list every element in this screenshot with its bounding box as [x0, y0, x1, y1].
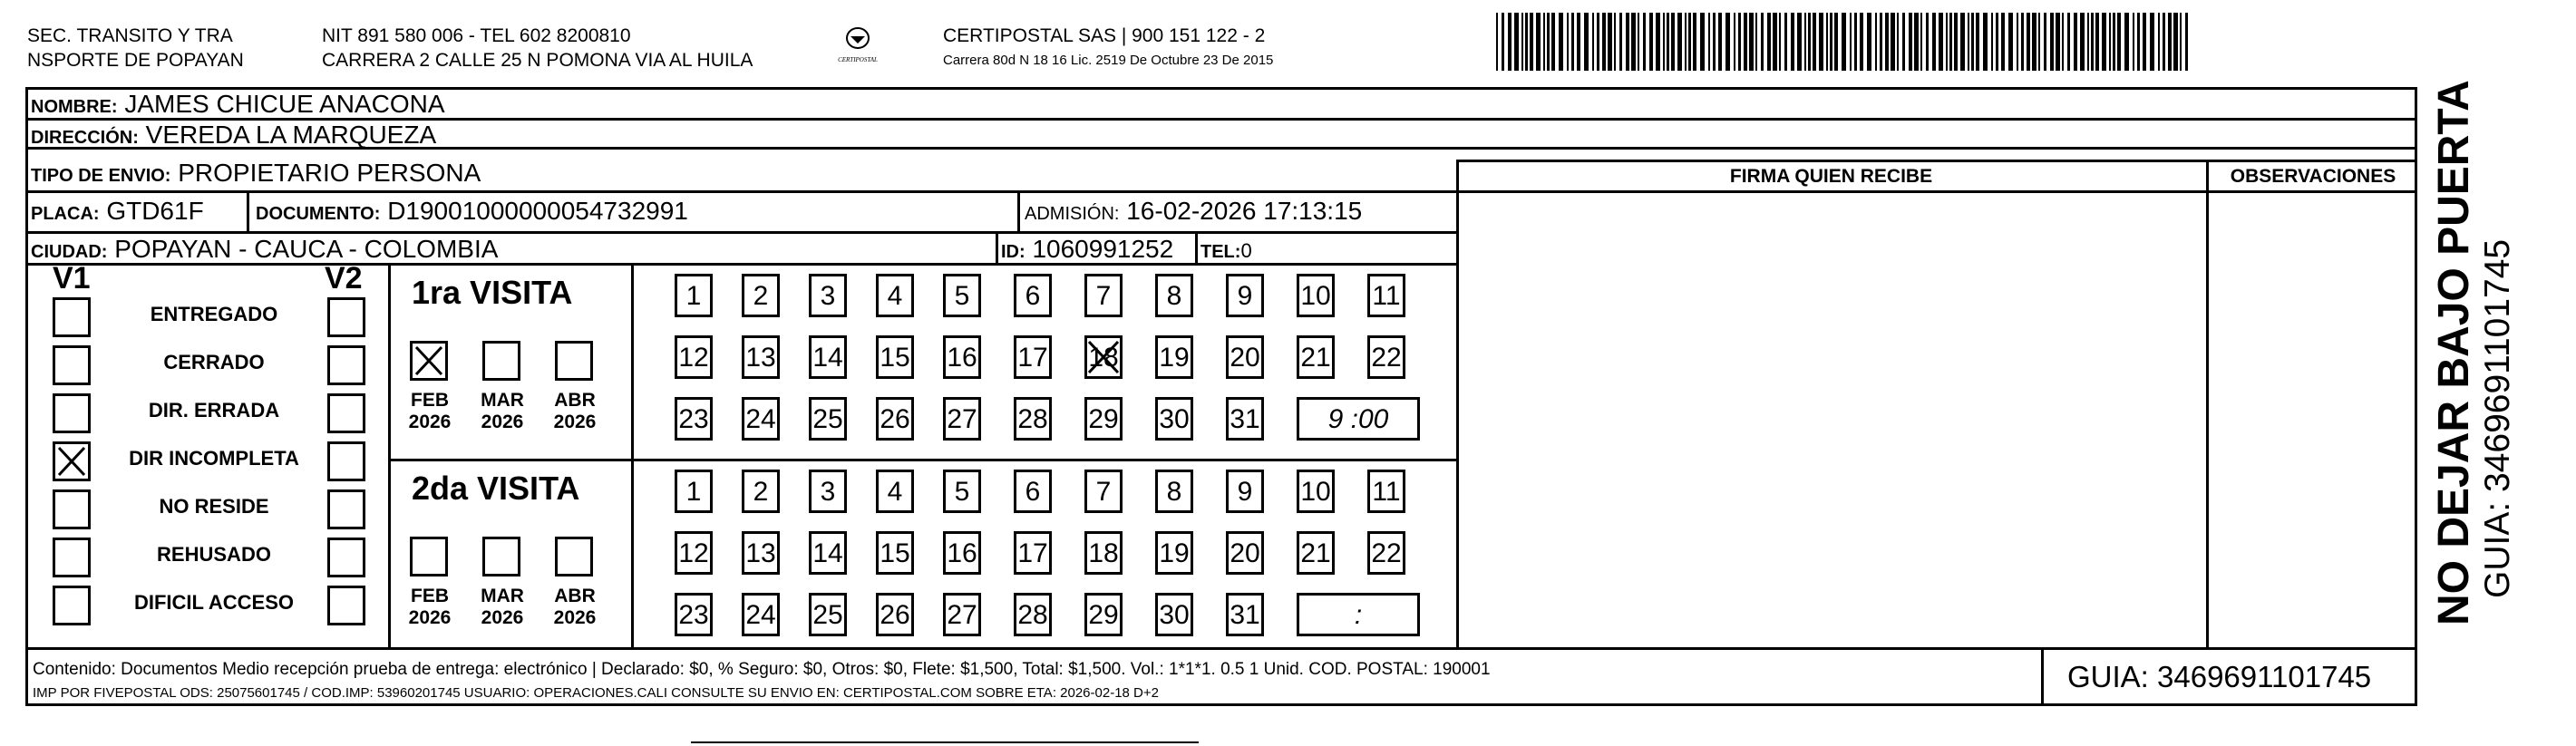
barcode-bar: [1920, 13, 1922, 71]
barcode-bar: [1514, 13, 1519, 71]
barcode-bar: [2017, 13, 2018, 71]
month-checkbox[interactable]: [482, 341, 520, 381]
day-box[interactable]: 10: [1297, 274, 1335, 317]
barcode-bar: [1976, 13, 1979, 71]
day-box[interactable]: 27: [943, 397, 981, 441]
barcode-bar: [1718, 13, 1722, 71]
barcode-bar: [2173, 13, 2178, 71]
barcode-bar: [1971, 13, 1974, 71]
company-line: CERTIPOSTAL SAS | 900 151 122 - 2: [943, 25, 1266, 46]
day-box[interactable]: 28: [1014, 397, 1052, 441]
v1-checkbox[interactable]: [53, 297, 91, 337]
barcode-bar: [1926, 13, 1929, 71]
divider: [388, 263, 391, 647]
day-box[interactable]: 3: [809, 470, 847, 513]
day-box[interactable]: 12: [675, 531, 713, 575]
barcode-bar: [1914, 13, 1919, 71]
month-label: [475, 390, 530, 433]
barcode-bar: [2074, 13, 2077, 71]
v1-checkbox[interactable]: [53, 393, 91, 433]
barcode-bar: [1571, 13, 1574, 71]
barcode-bar: [1536, 13, 1541, 71]
barcode-bar: [1551, 13, 1555, 71]
barcode-bar: [1700, 13, 1705, 71]
day-box[interactable]: 29: [1084, 593, 1123, 636]
barcode-bar: [1830, 13, 1832, 71]
barcode-bar: [1638, 13, 1639, 71]
day-box[interactable]: 30: [1155, 397, 1193, 441]
day-box[interactable]: 24: [742, 397, 780, 441]
barcode-bar: [1608, 13, 1612, 71]
barcode-bar: [1708, 13, 1710, 71]
month-name: MAR: [481, 586, 524, 606]
barcode-bar: [1960, 13, 1965, 71]
barcode-bar: [1804, 13, 1806, 71]
divider: [2041, 647, 2044, 706]
barcode-bar: [1667, 13, 1669, 71]
v1-checkbox[interactable]: [53, 345, 91, 385]
barcode-bar: [2044, 13, 2046, 71]
barcode-bar: [1602, 13, 1606, 71]
day-box[interactable]: 16: [943, 531, 981, 575]
barcode-bar: [1983, 13, 1988, 71]
barcode-bar: [1744, 13, 1747, 71]
barcode-bar: [1755, 13, 1757, 71]
day-box[interactable]: 15: [876, 335, 914, 379]
month-year: 2026: [408, 412, 452, 432]
barcode-bar: [1761, 13, 1764, 71]
v2-checkbox[interactable]: [327, 297, 365, 337]
barcode-bar: [2091, 13, 2094, 71]
certipostal-logo: [832, 22, 883, 72]
barcode-bar: [1932, 13, 1936, 71]
day-box[interactable]: 17: [1014, 335, 1052, 379]
barcode-bar: [1663, 13, 1665, 71]
admission-value: 16-02-2026 17:13:15: [1126, 197, 1363, 225]
day-box[interactable]: 23: [675, 593, 713, 636]
month-name: FEB: [411, 586, 449, 606]
day-box[interactable]: 3: [809, 274, 847, 317]
divider: [2206, 160, 2209, 647]
admission-field: [1025, 194, 1362, 231]
barcode-bar: [1521, 13, 1523, 71]
month-label: [403, 586, 457, 629]
divider: [388, 459, 1456, 461]
barcode-bar: [1656, 13, 1660, 71]
v2-checkbox[interactable]: [327, 345, 365, 385]
sender-line-1: SEC. TRANSITO Y TRA: [27, 25, 233, 46]
day-box[interactable]: 27: [943, 593, 981, 636]
barcode-bar: [1860, 13, 1863, 71]
month-year: 2026: [481, 607, 524, 628]
day-box[interactable]: 4: [876, 274, 914, 317]
document-label: DOCUMENTO:: [256, 204, 381, 224]
plate-field: [31, 194, 204, 231]
day-box[interactable]: 1: [675, 470, 713, 513]
barcode-bar: [1559, 13, 1563, 71]
day-box[interactable]: 14: [809, 335, 847, 379]
company-block: [943, 24, 1273, 70]
observations-header: OBSERVACIONES: [2230, 166, 2396, 187]
barcode-bar: [2027, 13, 2030, 71]
status-option-label: ENTREGADO: [150, 303, 278, 325]
day-box[interactable]: 15: [876, 531, 914, 575]
v1-checkbox[interactable]: [53, 489, 91, 529]
barcode-bar: [2067, 13, 2070, 71]
barcode-bar: [1842, 13, 1846, 71]
day-box[interactable]: 30: [1155, 593, 1193, 636]
barcode-bar: [1725, 13, 1730, 71]
barcode-bar: [1897, 13, 1899, 71]
divider: [25, 647, 2417, 650]
id-field: [1001, 232, 1173, 269]
barcode-bar: [1854, 13, 1857, 71]
month-label: [475, 586, 530, 629]
day-box[interactable]: 8: [1155, 274, 1193, 317]
barcode-bar: [1968, 13, 1969, 71]
month-checkbox[interactable]: [410, 537, 448, 576]
visit-title: 2da VISITA: [412, 470, 580, 507]
day-box[interactable]: 26: [876, 593, 914, 636]
divider: [1195, 231, 1198, 263]
id-value: 1060991252: [1032, 235, 1174, 263]
day-box[interactable]: 11: [1367, 274, 1405, 317]
barcode-bar: [1734, 13, 1735, 71]
day-box[interactable]: 25: [809, 593, 847, 636]
barcode-bar: [1713, 13, 1716, 71]
barcode-bar: [1619, 13, 1622, 71]
bottom-rule: [691, 741, 1199, 743]
barcode-bar: [1614, 13, 1616, 71]
v1-checkbox[interactable]: [53, 441, 91, 481]
barcode-bar: [1543, 13, 1545, 71]
city-field: [31, 232, 498, 269]
plate-label: PLACA:: [31, 204, 100, 224]
month-year: 2026: [481, 412, 524, 432]
month-name: ABR: [554, 586, 596, 606]
content-line: Contenido: Documentos Medio recepción prueba de entrega: electrónico | Declarado: $0, % Seguro: $0, Otros: $0, Flete: $1,500, Total: $1,500. Vol.: 1*1*1. 0.5 1 Unid. COD. POSTAL: 190001: [33, 660, 1491, 679]
barcode-bar: [2080, 13, 2085, 71]
barcode-bar: [2008, 13, 2013, 71]
barcode-bar: [1939, 13, 1943, 71]
day-box[interactable]: 9: [1226, 470, 1264, 513]
barcode-bar: [1597, 13, 1599, 71]
month-name: FEB: [411, 390, 449, 411]
month-checkbox[interactable]: [555, 341, 593, 381]
barcode-bar: [1592, 13, 1594, 71]
barcode-bar: [2163, 13, 2165, 71]
tel-field: [1201, 232, 1252, 269]
day-box[interactable]: 4: [876, 470, 914, 513]
barcode-bar: [1779, 13, 1781, 71]
status-option-label: CERRADO: [163, 351, 265, 373]
day-box[interactable]: 14: [809, 531, 847, 575]
v2-checkbox[interactable]: [327, 489, 365, 529]
day-box[interactable]: 24: [742, 593, 780, 636]
signature-header: FIRMA QUIEN RECIBE: [1729, 166, 1933, 187]
day-box[interactable]: 11: [1367, 470, 1405, 513]
day-box[interactable]: 26: [876, 397, 914, 441]
side-guia-block: [2477, 127, 2523, 598]
name-label: NOMBRE:: [31, 97, 118, 117]
v2-checkbox[interactable]: [327, 586, 365, 625]
barcode-bar: [1880, 13, 1882, 71]
barcode-bar: [1909, 13, 1912, 71]
month-label: [548, 586, 602, 629]
type-label: TIPO DE ENVIO:: [31, 166, 171, 186]
barcode-bar: [2001, 13, 2005, 71]
divider: [996, 231, 998, 263]
barcode-bar: [1784, 13, 1787, 71]
barcode-bar: [1867, 13, 1871, 71]
barcode-bar: [1767, 13, 1771, 71]
month-label: [548, 390, 602, 433]
nit-address-block: [322, 24, 753, 73]
day-box[interactable]: 22: [1367, 531, 1405, 575]
day-box[interactable]: 17: [1014, 531, 1052, 575]
status-option-label: NO RESIDE: [159, 495, 269, 518]
time-box[interactable]: :: [1297, 593, 1420, 636]
barcode-bar: [2032, 13, 2036, 71]
barcode-bar: [2133, 13, 2134, 71]
barcode-bar: [2062, 13, 2064, 71]
barcode-bar: [1797, 13, 1802, 71]
day-box[interactable]: 13: [742, 531, 780, 575]
no-dejar-notice: NO DEJAR BAJO PUERTA: [2430, 80, 2478, 625]
barcode-bar: [1738, 13, 1741, 71]
barcode-bar: [2087, 13, 2089, 71]
barcode-bar: [2109, 13, 2111, 71]
day-box[interactable]: 16: [943, 335, 981, 379]
day-box[interactable]: 18: [1084, 335, 1123, 379]
barcode-bar: [2150, 13, 2154, 71]
status-option-label: DIR. ERRADA: [148, 399, 280, 421]
day-box[interactable]: 21: [1297, 531, 1335, 575]
barcode-bar: [2168, 13, 2172, 71]
month-checkbox[interactable]: [555, 537, 593, 576]
day-box[interactable]: 31: [1226, 397, 1264, 441]
day-box[interactable]: 28: [1014, 593, 1052, 636]
license-line: Carrera 80d N 18 16 Lic. 2519 De Octubre 23 De 2015: [943, 53, 1274, 68]
barcode-bar: [1819, 13, 1823, 71]
v2-checkbox[interactable]: [327, 393, 365, 433]
month-checkbox[interactable]: [410, 341, 448, 381]
city-label: CIUDAD:: [31, 242, 108, 262]
time-box[interactable]: 9 :00: [1297, 397, 1420, 441]
type-row: [31, 156, 481, 193]
barcode-bar: [1791, 13, 1794, 71]
imp-line: IMP POR FIVEPOSTAL ODS: 25075601745 / COD.IMP: 53960201745 USUARIO: OPERACIONES.CALI CONSULTE SU ENVIO EN: CERTIPOSTAL.COM SOBRE ETA: 2026-02-18 D+2: [33, 685, 1159, 701]
barcode-bar: [1996, 13, 1998, 71]
divider: [247, 190, 249, 231]
side-notice-block: [2430, 82, 2484, 625]
month-year: 2026: [553, 607, 597, 628]
tel-label: TEL:: [1201, 242, 1241, 262]
day-box[interactable]: 9: [1226, 274, 1264, 317]
recipient-address: VEREDA LA MARQUEZA: [145, 121, 437, 149]
divider: [631, 263, 634, 647]
sender-line-2: NSPORTE DE POPAYAN: [27, 50, 244, 71]
day-box[interactable]: 6: [1014, 470, 1052, 513]
barcode-bar: [1643, 13, 1646, 71]
day-box[interactable]: 13: [742, 335, 780, 379]
barcode-bar: [1626, 13, 1629, 71]
day-box[interactable]: 23: [675, 397, 713, 441]
barcode-bar: [1508, 13, 1512, 71]
month-checkbox[interactable]: [482, 537, 520, 576]
month-year: 2026: [553, 412, 597, 432]
barcode-bar: [2185, 13, 2188, 71]
v2-label: V2: [325, 261, 363, 295]
day-box[interactable]: 10: [1297, 470, 1335, 513]
barcode-bar: [1991, 13, 1993, 71]
address-line: CARRERA 2 CALLE 25 N POMONA VIA AL HUILA: [322, 50, 753, 71]
id-label: ID:: [1001, 242, 1026, 262]
barcode-bar: [1577, 13, 1580, 71]
v1-checkbox[interactable]: [53, 586, 91, 625]
status-option-label: DIFICIL ACCESO: [133, 591, 294, 614]
visit-title: 1ra VISITA: [412, 274, 573, 311]
barcode: [1496, 13, 2194, 71]
barcode-bar: [2117, 13, 2121, 71]
barcode-bar: [1773, 13, 1777, 71]
day-box[interactable]: 18: [1084, 531, 1123, 575]
barcode-bar: [1547, 13, 1550, 71]
barcode-bar: [1954, 13, 1958, 71]
barcode-bar: [1902, 13, 1905, 71]
barcode-bar: [2095, 13, 2099, 71]
barcode-bar: [2021, 13, 2024, 71]
sender-block: [27, 24, 244, 73]
day-box[interactable]: 7: [1084, 274, 1123, 317]
v1-label: V1: [53, 261, 91, 295]
day-box[interactable]: 12: [675, 335, 713, 379]
footer-guia: GUIA: 3469691101745: [2067, 660, 2372, 693]
month-label: [403, 390, 457, 433]
barcode-bar: [1688, 13, 1691, 71]
month-name: ABR: [554, 390, 596, 411]
day-box[interactable]: 7: [1084, 470, 1123, 513]
barcode-bar: [2143, 13, 2146, 71]
day-box[interactable]: 5: [943, 470, 981, 513]
svg-text:CERTIPOSTAL: CERTIPOSTAL: [838, 56, 878, 63]
day-box[interactable]: 6: [1014, 274, 1052, 317]
day-box[interactable]: 2: [742, 274, 780, 317]
day-box[interactable]: 19: [1155, 335, 1193, 379]
barcode-bar: [1685, 13, 1687, 71]
status-option-label: DIR INCOMPLETA: [129, 447, 299, 470]
nit-line: NIT 891 580 006 - TEL 602 8200810: [322, 25, 631, 46]
day-box[interactable]: 29: [1084, 397, 1123, 441]
barcode-bar: [1693, 13, 1696, 71]
day-box[interactable]: 2: [742, 470, 780, 513]
day-box[interactable]: 19: [1155, 531, 1193, 575]
recipient-name: JAMES CHICUE ANACONA: [124, 90, 445, 118]
barcode-bar: [1946, 13, 1948, 71]
document-value: D19001000000054732991: [387, 197, 688, 225]
month-year: 2026: [408, 607, 452, 628]
barcode-bar: [2158, 13, 2160, 71]
day-box[interactable]: 5: [943, 274, 981, 317]
barcode-bar: [1496, 13, 1498, 71]
barcode-bar: [1875, 13, 1877, 71]
divider: [1456, 160, 1459, 647]
barcode-bar: [2056, 13, 2060, 71]
divider: [1017, 190, 1020, 231]
barcode-bar: [1567, 13, 1569, 71]
barcode-bar: [1834, 13, 1838, 71]
address-label: DIRECCIÓN:: [31, 128, 139, 148]
barcode-bar: [1885, 13, 1889, 71]
month-name: MAR: [481, 390, 524, 411]
barcode-bar: [1677, 13, 1682, 71]
v2-checkbox[interactable]: [327, 538, 365, 577]
admission-label: ADMISIÓN:: [1025, 204, 1120, 224]
plate-value: GTD61F: [106, 197, 204, 225]
barcode-bar: [1891, 13, 1895, 71]
status-option-label: REHUSADO: [157, 543, 271, 566]
day-box[interactable]: 31: [1226, 593, 1264, 636]
barcode-bar: [1649, 13, 1653, 71]
barcode-bar: [2124, 13, 2129, 71]
v1-checkbox[interactable]: [53, 538, 91, 577]
barcode-bar: [1525, 13, 1528, 71]
barcode-bar: [2102, 13, 2106, 71]
barcode-bar: [1850, 13, 1852, 71]
barcode-bar: [1826, 13, 1828, 71]
barcode-bar: [2050, 13, 2054, 71]
barcode-bar: [1671, 13, 1675, 71]
day-box[interactable]: 25: [809, 397, 847, 441]
barcode-bar: [1808, 13, 1811, 71]
day-box[interactable]: 20: [1226, 335, 1264, 379]
day-box[interactable]: 20: [1226, 531, 1264, 575]
divider: [1456, 160, 2417, 162]
v2-checkbox[interactable]: [327, 441, 365, 481]
barcode-bar: [1813, 13, 1816, 71]
barcode-bar: [2038, 13, 2040, 71]
day-box[interactable]: 21: [1297, 335, 1335, 379]
city-value: POPAYAN - CAUCA - COLOMBIA: [114, 235, 499, 263]
barcode-bar: [1949, 13, 1952, 71]
side-guia: GUIA: 3469691101745: [2478, 238, 2517, 598]
barcode-bar: [1502, 13, 1504, 71]
shipment-type: PROPIETARIO PERSONA: [178, 159, 481, 187]
day-box[interactable]: 1: [675, 274, 713, 317]
barcode-bar: [2180, 13, 2182, 71]
barcode-bar: [2137, 13, 2140, 71]
barcode-bar: [1749, 13, 1754, 71]
barcode-bar: [2113, 13, 2115, 71]
tel-value: 0: [1240, 239, 1252, 262]
barcode-bar: [1584, 13, 1589, 71]
address-row: [31, 118, 436, 155]
barcode-bar: [1631, 13, 1636, 71]
barcode-bar: [1530, 13, 1533, 71]
document-field: [256, 194, 688, 231]
day-box[interactable]: 22: [1367, 335, 1405, 379]
day-box[interactable]: 8: [1155, 470, 1193, 513]
